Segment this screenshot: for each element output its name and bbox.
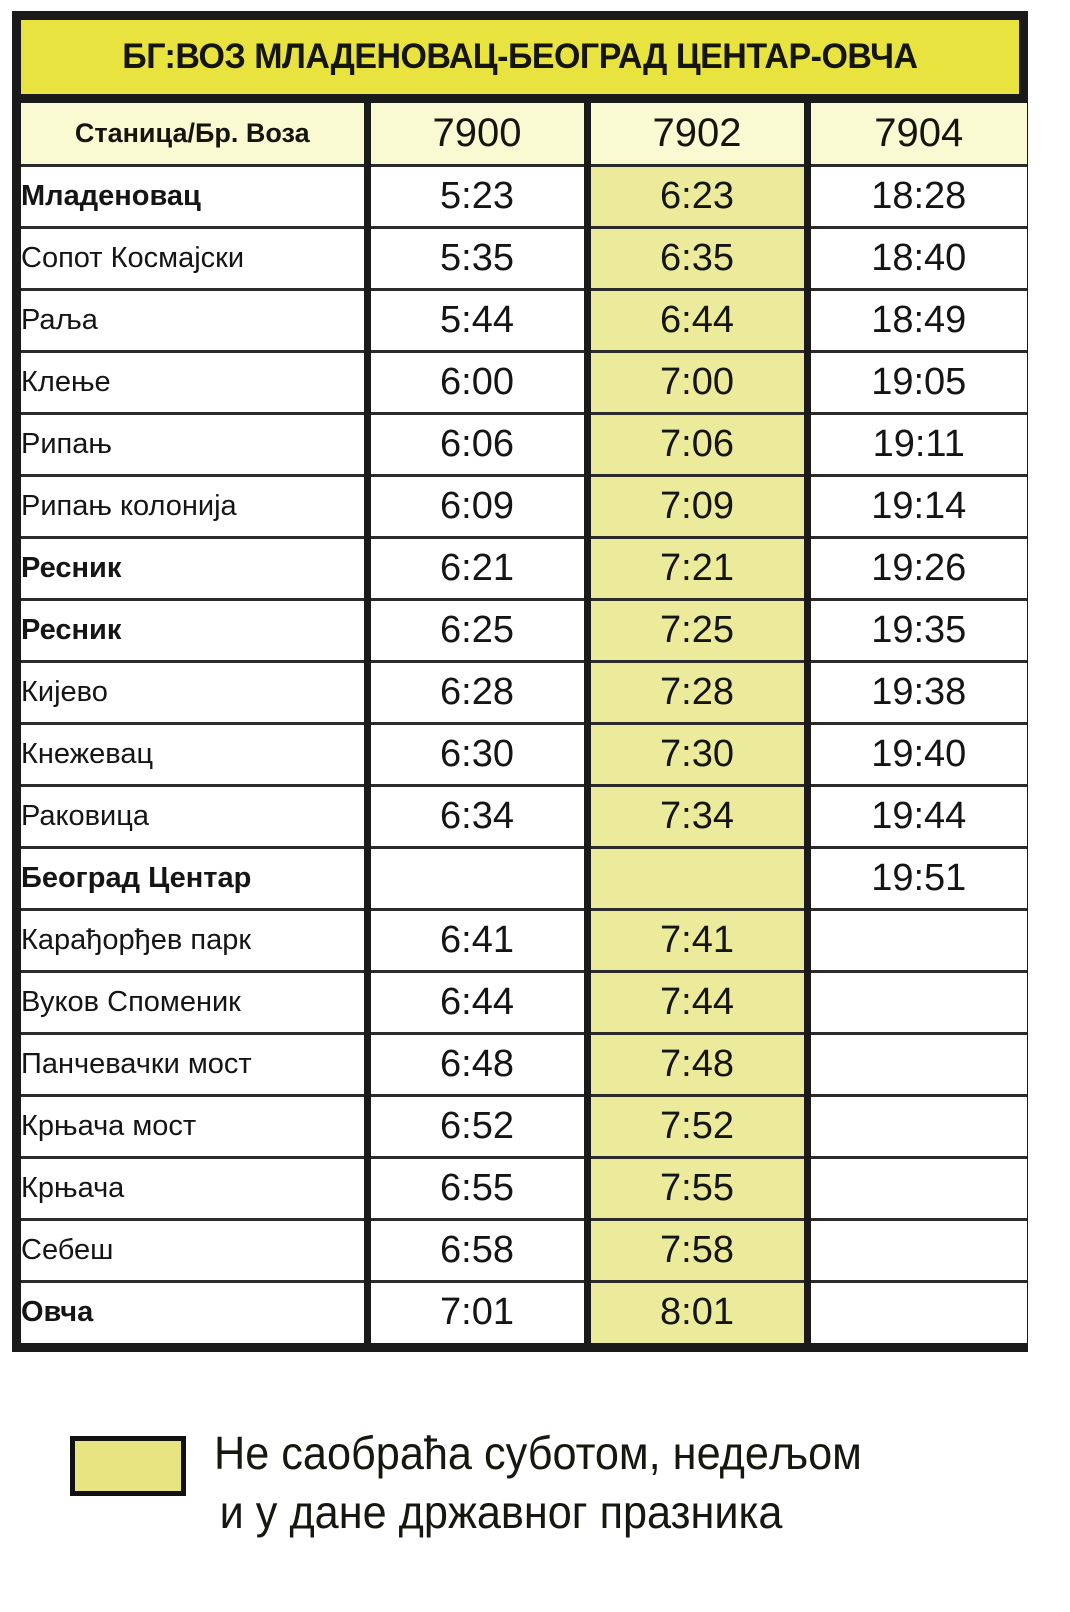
table-row	[21, 289, 1027, 351]
departure-time-cell: 6:44	[367, 971, 587, 1033]
departure-time-cell: 6:55	[367, 1157, 587, 1219]
station-name-cell: Младеновац	[21, 165, 367, 227]
legend-line-1: Не саобраћа суботом, недељом	[214, 1427, 862, 1479]
departure-time-cell: 6:28	[367, 661, 587, 723]
departure-time-cell: 7:44	[587, 971, 807, 1033]
departure-time-cell: 6:44	[587, 289, 807, 351]
table-row	[21, 661, 1027, 723]
column-header-train-7902: 7902	[587, 103, 807, 165]
departure-time-cell: 6:48	[367, 1033, 587, 1095]
legend-color-swatch	[70, 1436, 186, 1496]
departure-time-cell: 19:51	[807, 847, 1027, 909]
departure-time-cell	[587, 847, 807, 909]
table-row	[21, 909, 1027, 971]
column-header-train-7900: 7900	[367, 103, 587, 165]
departure-time-cell	[807, 1219, 1027, 1281]
table-row	[21, 351, 1027, 413]
departure-time-cell: 6:30	[367, 723, 587, 785]
station-name-cell: Раковица	[21, 785, 367, 847]
departure-time-cell	[807, 1033, 1027, 1095]
departure-time-cell: 7:48	[587, 1033, 807, 1095]
departure-time-cell	[807, 1095, 1027, 1157]
station-name-cell: Карађорђев парк	[21, 909, 367, 971]
departure-time-cell	[807, 971, 1027, 1033]
table-row	[21, 475, 1027, 537]
departure-time-cell: 19:05	[807, 351, 1027, 413]
departure-time-cell: 7:30	[587, 723, 807, 785]
departure-time-cell: 7:41	[587, 909, 807, 971]
station-name-cell: Кијево	[21, 661, 367, 723]
table-row	[21, 847, 1027, 909]
table-row	[21, 1095, 1027, 1157]
departure-time-cell: 6:06	[367, 413, 587, 475]
departure-time-cell: 6:41	[367, 909, 587, 971]
departure-time-cell: 6:34	[367, 785, 587, 847]
departure-time-cell: 6:35	[587, 227, 807, 289]
station-name-cell: Рипањ колонија	[21, 475, 367, 537]
station-name-cell: Клење	[21, 351, 367, 413]
departure-time-cell: 7:01	[367, 1281, 587, 1343]
departure-time-cell: 19:38	[807, 661, 1027, 723]
timetable	[21, 103, 1027, 1343]
departure-time-cell: 7:28	[587, 661, 807, 723]
departure-time-cell: 6:58	[367, 1219, 587, 1281]
station-name-cell: Кнежевац	[21, 723, 367, 785]
departure-time-cell: 5:44	[367, 289, 587, 351]
title-banner	[21, 20, 1019, 103]
departure-time-cell: 19:26	[807, 537, 1027, 599]
station-name-cell: Раља	[21, 289, 367, 351]
departure-time-cell: 7:34	[587, 785, 807, 847]
departure-time-cell: 8:01	[587, 1281, 807, 1343]
departure-time-cell: 6:23	[587, 165, 807, 227]
departure-time-cell	[807, 1157, 1027, 1219]
timetable-frame	[12, 11, 1028, 1352]
table-row	[21, 971, 1027, 1033]
departure-time-cell: 7:09	[587, 475, 807, 537]
legend	[0, 1424, 1070, 1542]
table-header	[21, 103, 1027, 165]
departure-time-cell: 6:52	[367, 1095, 587, 1157]
departure-time-cell: 7:21	[587, 537, 807, 599]
legend-line-2: и у дане државног празника	[219, 1485, 783, 1538]
table-row	[21, 785, 1027, 847]
departure-time-cell	[807, 1281, 1027, 1343]
table-row	[21, 537, 1027, 599]
table-row	[21, 413, 1027, 475]
departure-time-cell: 7:58	[587, 1219, 807, 1281]
column-header-train-7904: 7904	[807, 103, 1027, 165]
station-name-cell: Сопот Космајски	[21, 227, 367, 289]
departure-time-cell: 6:09	[367, 475, 587, 537]
table-row	[21, 1033, 1027, 1095]
departure-time-cell: 19:35	[807, 599, 1027, 661]
table-row	[21, 723, 1027, 785]
station-name-cell: Панчевачки мост	[21, 1033, 367, 1095]
departure-time-cell: 18:49	[807, 289, 1027, 351]
header-row	[21, 103, 1027, 165]
departure-time-cell: 6:21	[367, 537, 587, 599]
departure-time-cell	[367, 847, 587, 909]
table-row	[21, 165, 1027, 227]
station-name-cell: Рипањ	[21, 413, 367, 475]
departure-time-cell: 7:25	[587, 599, 807, 661]
departure-time-cell: 18:40	[807, 227, 1027, 289]
departure-time-cell: 7:52	[587, 1095, 807, 1157]
departure-time-cell: 6:25	[367, 599, 587, 661]
table-row	[21, 1219, 1027, 1281]
departure-time-cell: 7:06	[587, 413, 807, 475]
station-name-cell: Београд Центар	[21, 847, 367, 909]
departure-time-cell: 7:00	[587, 351, 807, 413]
departure-time-cell: 6:00	[367, 351, 587, 413]
table-body	[21, 165, 1027, 1343]
station-name-cell: Себеш	[21, 1219, 367, 1281]
station-name-cell: Ресник	[21, 537, 367, 599]
departure-time-cell: 19:40	[807, 723, 1027, 785]
page-title: БГ:ВОЗ МЛАДЕНОВАЦ-БЕОГРАД ЦЕНТАР-ОВЧА	[122, 37, 918, 76]
departure-time-cell	[807, 909, 1027, 971]
station-name-cell: Крњача	[21, 1157, 367, 1219]
departure-time-cell: 5:35	[367, 227, 587, 289]
departure-time-cell: 7:55	[587, 1157, 807, 1219]
departure-time-cell: 19:11	[807, 413, 1027, 475]
table-row	[21, 1157, 1027, 1219]
departure-time-cell: 18:28	[807, 165, 1027, 227]
station-name-cell: Крњача мост	[21, 1095, 367, 1157]
departure-time-cell: 19:14	[807, 475, 1027, 537]
station-name-cell: Ресник	[21, 599, 367, 661]
legend-text	[214, 1424, 862, 1542]
departure-time-cell: 19:44	[807, 785, 1027, 847]
table-row	[21, 227, 1027, 289]
column-header-station: Станица/Бр. Воза	[21, 103, 367, 165]
station-name-cell: Овча	[21, 1281, 367, 1343]
table-row	[21, 1281, 1027, 1343]
departure-time-cell: 5:23	[367, 165, 587, 227]
table-row	[21, 599, 1027, 661]
station-name-cell: Вуков Споменик	[21, 971, 367, 1033]
